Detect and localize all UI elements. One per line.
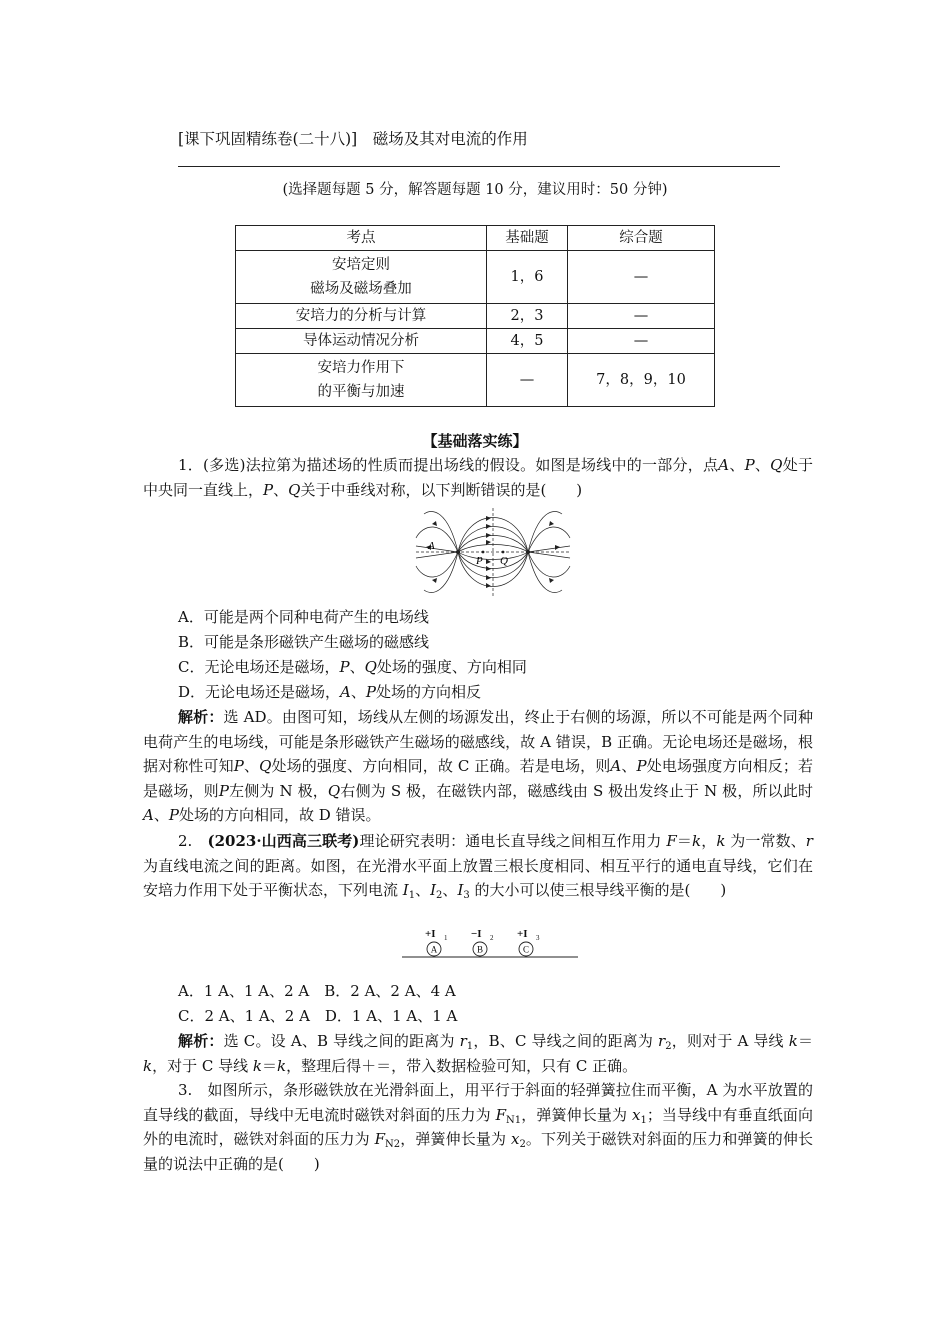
q1-option-c (178, 655, 527, 680)
var-k: k (252, 1056, 262, 1075)
var-Q: Q (288, 480, 301, 499)
var-Q: Q (327, 781, 341, 800)
subscript: 1 (408, 890, 416, 901)
var-Q: Q (364, 658, 377, 676)
var-A: A (143, 806, 154, 824)
sep: 、 (621, 757, 637, 775)
analysis-text: 处场的方向相同，故 D 错误。 (178, 806, 381, 824)
var-I: I (457, 881, 464, 899)
table-cell-basic: — (487, 354, 568, 407)
q1-analysis (143, 705, 813, 828)
wire-label-1: +I (425, 928, 436, 940)
opt-text: 处场的强度、方向相同 (376, 658, 527, 676)
var-k: k (716, 832, 726, 850)
q2-options-cd: C．2 A、1 A、2 A D．1 A、1 A、1 A (178, 1007, 458, 1025)
table-cell-comp: — (568, 304, 715, 329)
table-cell-basic: 4，5 (487, 329, 568, 354)
var-k: k (277, 1056, 287, 1075)
q1-option-d (178, 680, 481, 705)
var-P: P (168, 806, 179, 824)
q2-text: ， (701, 832, 717, 850)
opt-text: D．无论电场还是磁场， (178, 683, 341, 701)
analysis-text: 右侧为 S 极，在磁铁内部，磁感线由 S 极出发终止于 N 极，所以此时 (340, 781, 813, 800)
var-k: k (788, 1032, 798, 1050)
topic-line: 磁场及磁场叠加 (310, 281, 412, 297)
field-lines-diagram (412, 506, 574, 598)
analysis-text: ，对于 C 导线 (152, 1056, 253, 1075)
q2-options-ab: A．1 A、1 A、2 A B．2 A、2 A、4 A (178, 982, 456, 1000)
table-row (236, 304, 715, 329)
subscript: 1 (466, 1041, 474, 1052)
q1-option-b: B．可能是条形磁铁产生磁场的磁感线 (178, 633, 430, 651)
table-row (236, 251, 715, 304)
sep: 、 (754, 456, 771, 474)
page-title: [课下巩固精练卷(二十八)] 磁场及其对电流的作用 (178, 130, 528, 148)
var-Q: Q (770, 456, 783, 474)
subscript: 2 (519, 1139, 526, 1150)
table-cell-basic: 2，3 (487, 304, 568, 329)
q1-stem-text: 关于中垂线对称，以下判断错误的是( ) (300, 480, 583, 499)
table-header: 基础题 (487, 226, 568, 251)
sep: 、 (349, 658, 365, 676)
var-Q: Q (259, 757, 272, 775)
q2-source: (2023·山西高三联考) (207, 832, 360, 850)
var-P: P (636, 757, 647, 775)
q2-number: 2. (178, 832, 208, 850)
fig-label-Q: Q (500, 555, 508, 567)
q2-text: 为直线电流之间的距离。如图，在光滑水平面上放置三根长度相同、相互平行的通电直导线，它们在安培力作用下处于平衡状态，下列电流 (143, 856, 813, 899)
var-I: I (430, 881, 437, 899)
analysis-text: 处场的强度、方向相同，故 C 正确。若是电场，则 (271, 757, 611, 775)
q2-text: 的大小可以使三根导线平衡的是( ) (469, 881, 727, 899)
table-header-row (236, 226, 715, 251)
analysis-text: 左侧为 N 极， (228, 781, 328, 800)
wire-label-2: −I (471, 928, 482, 940)
opt-text: C．无论电场还是磁场， (178, 658, 340, 676)
sep: 、 (350, 683, 366, 701)
wire-b-label: B (476, 944, 484, 955)
var-P: P (339, 658, 350, 676)
var-F: F (666, 832, 677, 850)
var-P: P (233, 757, 244, 775)
field-lines-figure (412, 506, 574, 598)
subscript: 2 (665, 1041, 672, 1052)
analysis-text: ＝ (797, 1032, 813, 1050)
var-A: A (718, 456, 730, 474)
q2-text: 、 (442, 881, 458, 899)
exam-instructions: (选择题每题 5 分，解答题每题 10 分，建议用时：50 分钟) (282, 182, 668, 198)
table-cell-comp: 7，8，9，10 (568, 354, 715, 407)
table-cell-topic (236, 251, 487, 304)
subscript: 3 (463, 890, 470, 901)
topic-table (235, 225, 715, 407)
analysis-text: ，整理后得＋＝，带入数据检验可知，只有 C 正确。 (286, 1056, 638, 1075)
table-header: 综合题 (568, 226, 715, 251)
q2-text: 理论研究表明：通电长直导线之间相互作用力 (359, 832, 667, 850)
subscript: 1 (640, 1114, 647, 1126)
var-A: A (340, 683, 351, 701)
table-cell-comp: — (568, 251, 715, 304)
fig-label-A: A (428, 540, 435, 552)
topic-line: 的平衡与加速 (317, 384, 405, 400)
q3-stem (143, 1078, 813, 1176)
analysis-label: 解析： (178, 708, 224, 726)
q1-stem (143, 453, 813, 502)
var-r: r (658, 1032, 666, 1050)
var-r: r (459, 1032, 467, 1050)
subscript: 2 (436, 890, 443, 901)
analysis-text: 处电场强度方向相反；若是磁场，则 (143, 757, 813, 800)
fig-label-P: P (476, 555, 483, 567)
var-I: I (402, 881, 409, 899)
var-A: A (610, 757, 622, 775)
var-x: x (510, 1130, 520, 1148)
topic-line: 安培力作用下 (317, 360, 405, 376)
sep: 、 (243, 757, 260, 775)
q1-stem-text: 1．(多选)法拉第为描述场的性质而提出场线的假设。如图是场线中的一部分，点 (178, 456, 719, 474)
table-cell-topic: 导体运动情况分析 (236, 329, 487, 354)
q2-text: ＝ (676, 832, 693, 850)
var-F: F (374, 1130, 386, 1148)
sep: 、 (273, 480, 289, 499)
q3-text: 。下列关于磁铁对斜面的压力和弹簧的伸长量的说法中正确的是( ) (143, 1130, 813, 1173)
table-header: 考点 (236, 226, 487, 251)
sep: 、 (729, 456, 745, 474)
var-P: P (365, 683, 376, 701)
analysis-text: ＝ (261, 1056, 277, 1075)
wire-a-label: A (430, 944, 438, 955)
q2-text: 为一常数、 (725, 832, 806, 850)
wire-sub-3: 3 (536, 934, 540, 942)
var-P: P (263, 480, 274, 499)
table-row (236, 354, 715, 407)
q3-text: ，弹簧伸长量为 (521, 1105, 632, 1124)
analysis-text: ，则对于 A 导线 (671, 1032, 789, 1050)
table-cell-topic (236, 354, 487, 407)
analysis-text: ，B、C 导线之间的距离为 (473, 1032, 659, 1050)
var-F: F (495, 1105, 507, 1124)
section-heading: 【基础落实练】 (422, 432, 528, 450)
q2-analysis (143, 1029, 813, 1078)
wires-diagram (398, 925, 582, 965)
wires-figure (398, 925, 582, 965)
q3-text: ，弹簧伸长量为 (400, 1130, 511, 1148)
q1-option-a: A．可能是两个同种电荷产生的电场线 (178, 608, 429, 626)
subscript: N1 (506, 1114, 522, 1126)
wire-sub-1: 1 (444, 934, 448, 942)
table-cell-basic: 1，6 (487, 251, 568, 304)
sep: 、 (153, 806, 169, 824)
topic-line: 安培定则 (332, 257, 390, 273)
wire-c-label: C (522, 944, 530, 955)
var-k: k (692, 832, 702, 850)
wire-sub-2: 2 (490, 934, 494, 942)
table-cell-comp: — (568, 329, 715, 354)
q3-text: 3. 如图所示，条形磁铁放在光滑斜面上，用平行于斜面的轻弹簧拉住而平衡，A 为水平放置的直导线的截面，导线中无电流时磁铁对斜面的压力为 (143, 1081, 813, 1124)
table-cell-topic: 安培力的分析与计算 (236, 304, 487, 329)
opt-text: 处场的方向相反 (375, 683, 481, 701)
q1-stem-text: 处于中央同一直线上， (143, 456, 813, 499)
subscript: N2 (385, 1139, 401, 1150)
var-k: k (143, 1056, 153, 1075)
var-P: P (218, 781, 229, 800)
table-row (236, 329, 715, 354)
var-P: P (744, 456, 755, 474)
analysis-text: 选 C。设 A、B 导线之间的距离为 (223, 1032, 460, 1050)
analysis-text: 选 AD。由图可知，场线从左侧的场源发出，终止于右侧的场源，所以不可能是两个同种电荷产生的电场线，可能是条形磁铁产生磁场的磁感线，故 A 错误，B 正确。无论电场还是磁场，根据对称性可知 (143, 708, 813, 775)
wire-label-3: +I (517, 928, 528, 940)
var-r: r (805, 832, 813, 850)
analysis-label: 解析： (178, 1032, 224, 1050)
q2-stem (143, 829, 813, 903)
q2-text: 、 (415, 881, 431, 899)
q3-text: ；当导线中有垂直纸面向外的电流时，磁铁对斜面的压力为 (143, 1105, 813, 1148)
var-x: x (631, 1105, 641, 1124)
title-divider (178, 166, 780, 167)
